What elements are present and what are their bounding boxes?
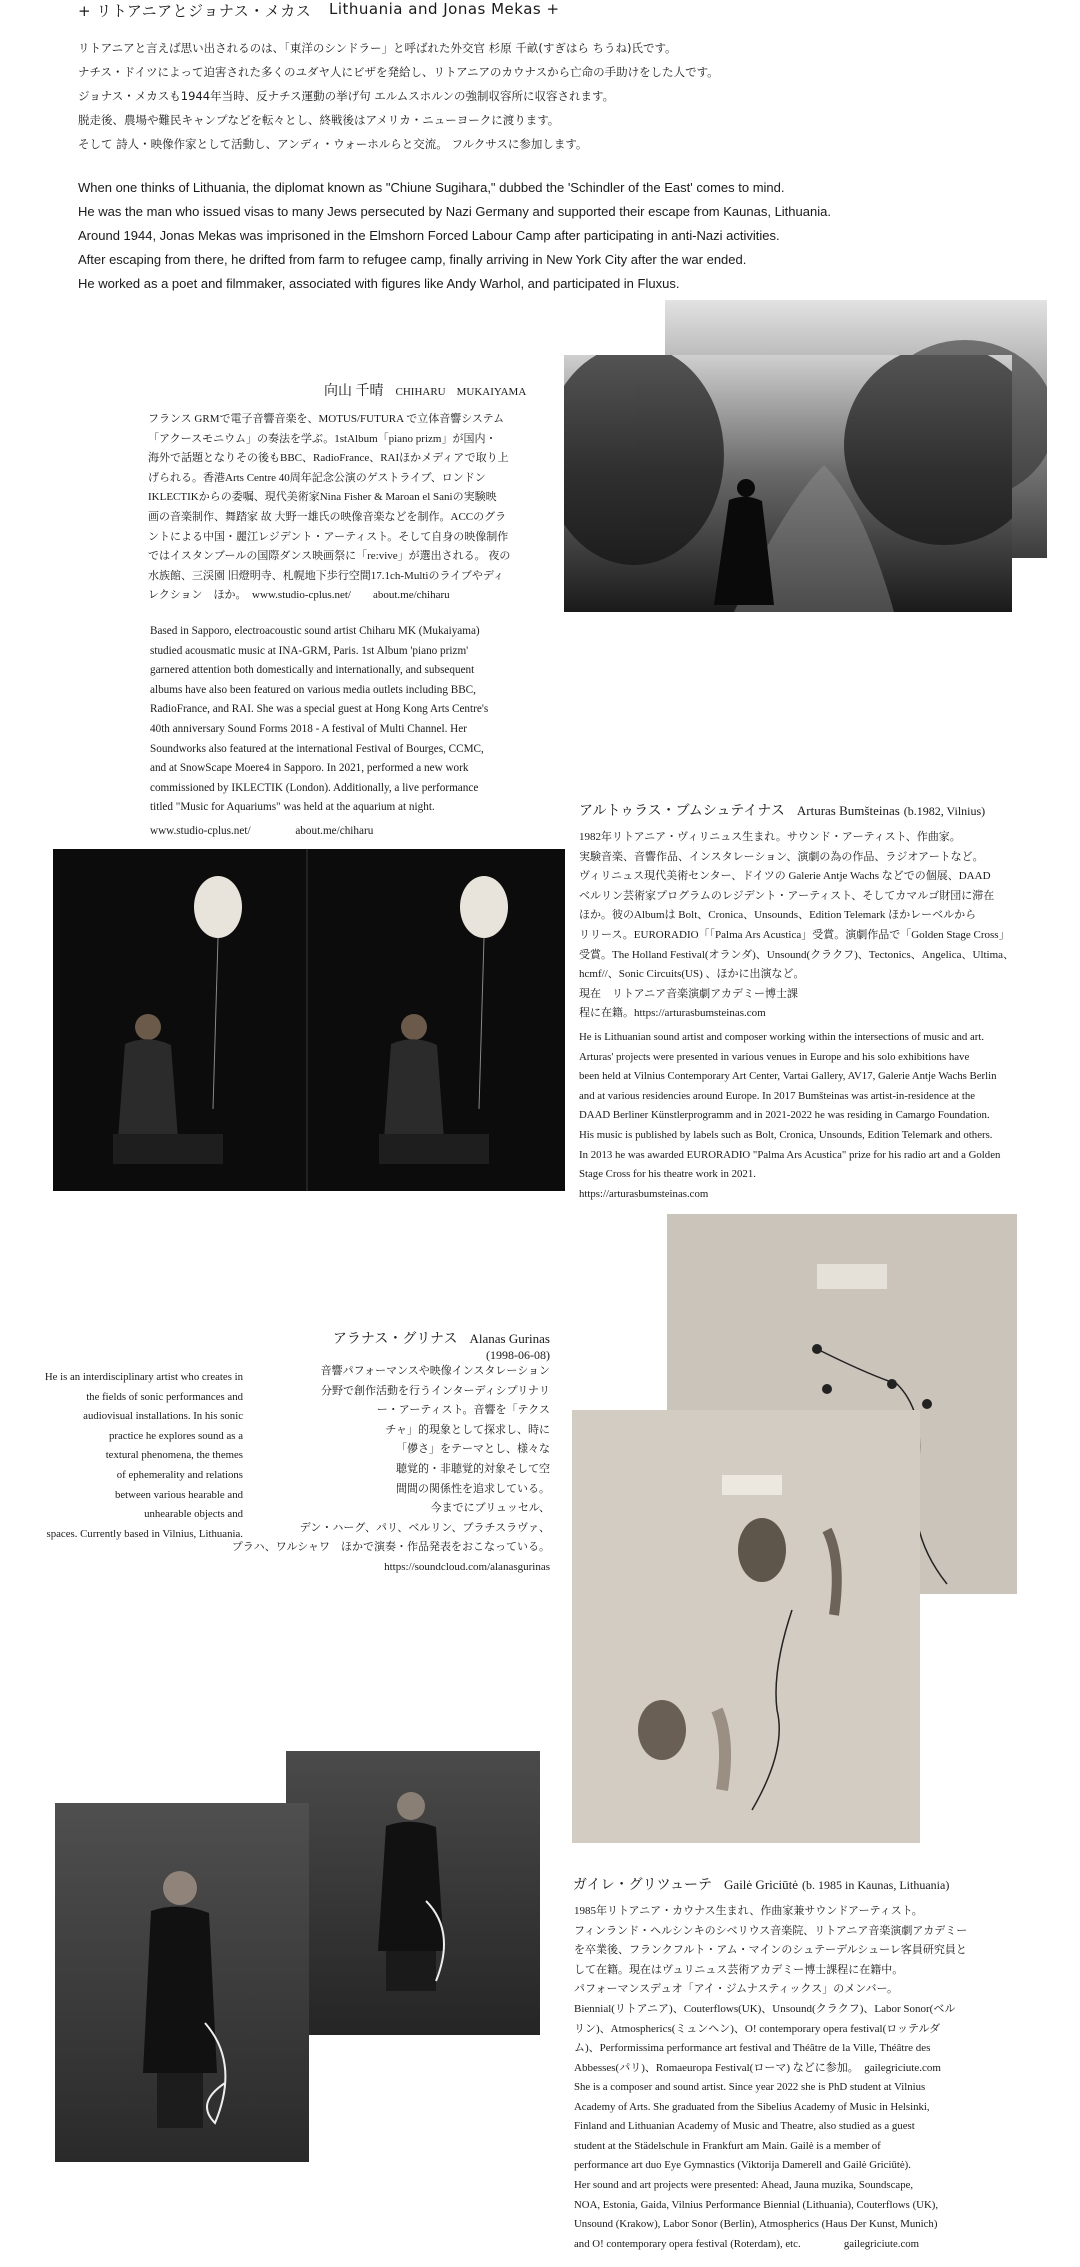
bio-line: 40th anniversary Sound Forms 2018 - A festival of Multi Channel. Her xyxy=(150,722,467,735)
alanas-link[interactable]: https://soundcloud.com/alanasgurinas xyxy=(384,1560,550,1573)
bio-line: フランス GRMで電子音響音楽を、MOTUS/FUTURA で立体音響システム xyxy=(148,413,505,425)
intro-en-line: When one thinks of Lithuania, the diplomat known as "Chiune Sugihara," dubbed the 'Schindler of the East' comes to mind. xyxy=(78,180,785,195)
bio-line: ではイスタンブールの国際ダンス映画祭に「re:vive」が選出される。 夜の xyxy=(148,550,511,563)
bio-line: パフォーマンスデュオ「アイ・ジムナスティックス」のメンバー。 xyxy=(574,1983,899,1996)
bio-line: 程に在籍。https://arturasbumsteinas.com xyxy=(579,1007,766,1020)
bio-line: hcmf//、Sonic Circuits(US) 、ほかに出演など。 xyxy=(579,968,805,981)
bio-line: studied acousmatic music at INA-GRM, Paris. 1st Album 'piano prizm' xyxy=(150,644,469,657)
bio-line: リン)、Atmospherics(ミュンヘン)、O! contemporary opera festival(ロッテルダ xyxy=(574,2022,941,2035)
bio-line: Arturas' projects were presented in various venues in Europe and his solo exhibitions have xyxy=(579,1050,970,1063)
bio-line: レクション ほか。 www.studio-cplus.net/ about.me/chiharu xyxy=(148,589,450,602)
bio-line: Abbesses(パリ)、Romaeuropa Festival(ローマ) などに参加。 gailegriciute.com xyxy=(574,2061,941,2074)
alanas-bio-jp xyxy=(230,1362,550,1578)
bio-line: ヴィリニュス現代美術センター、ドイツの Galerie Antje Wachs などでの個展、DAAD xyxy=(579,870,991,883)
bio-line: して在籍。現在はヴュリニュス芸術アカデミー博士課程に在籍中。 xyxy=(574,1963,904,1976)
alanas-name-jp: アラナス・グリナス xyxy=(332,1332,458,1347)
bio-line: NOA, Estonia, Gaida, Vilnius Performance Biennial (Lithuania), Couterflows (UK), xyxy=(574,2198,939,2211)
bio-line: 間間の関係性を追求している。 xyxy=(396,1482,550,1495)
bio-line: titled "Music for Aquariums" was held at the aquarium at night. xyxy=(150,801,435,814)
performer-photo-front xyxy=(55,1803,309,2162)
bio-line: albums have also been featured on various media outlets including BBC, xyxy=(150,683,476,696)
arturas-bio-jp xyxy=(579,828,1079,1024)
bio-line: 「アクースモニウム」の奏法を学ぶ。1stAlbum「piano prizm」が国内・ xyxy=(148,432,497,445)
bio-line: garnered attention both domestically and internationally, and subsequent xyxy=(150,664,475,677)
bio-line: In 2013 he was awarded EURORADIO "Palma Ars Acustica" prize for his radio art and a Golden xyxy=(579,1148,1001,1161)
bio-line: 水族館、三渓園 旧燈明寺、札幌地下歩行空間17.1ch-Multiのライブやディ xyxy=(148,569,504,582)
arturas-name-en: Arturas Bumšteinas xyxy=(796,803,900,818)
bio-line: Based in Sapporo, electroacoustic sound artist Chiharu MK (Mukaiyama) xyxy=(150,625,480,637)
bio-line: 海外で話題となりその後もBBC、RadioFrance、RAIほかメディアで取り上 xyxy=(148,452,509,465)
bio-line: and at SnowScape Moere4 in Sapporo. In 2021, performed a new work xyxy=(150,762,469,775)
bio-line: unhearable objects and xyxy=(144,1508,243,1521)
bio-line: 実験音楽、音響作品、インスタレーション、演劇の為の作品、ラジオアートなど。 xyxy=(579,850,984,863)
chiharu-bio-en xyxy=(150,622,560,842)
bio-line: spaces. Currently based in Vilnius, Lithuania. xyxy=(46,1527,243,1540)
forest-photo-front xyxy=(564,355,1012,612)
intro-en-line: Around 1944, Jonas Mekas was imprisoned in the Elmshorn Forced Labour Camp after participating in anti-Nazi activities. xyxy=(78,228,780,243)
bio-line: を卒業後、フランクフルト・アム・マインのシュテーデルシューレ客員研究員と xyxy=(574,1944,967,1957)
bio-line: student at the Städelschule in Frankfurt am Main. Gailė is a member of xyxy=(574,2139,881,2152)
bio-line: been held at Vilnius Contemporary Art Center, Vartai Gallery, AV17, Galerie Antje Wachs Berlin xyxy=(579,1070,997,1083)
bio-line: between various hearable and xyxy=(114,1488,243,1501)
bio-line: commissioned by IKLECTIK (London). Additionally, a live performance xyxy=(150,781,479,794)
intro-jp-line: そして 詩人・映像作家として活動し、アンディ・ウォーホルらと交流。 フルクサスに参加します。 xyxy=(78,137,588,151)
chiharu-name-row xyxy=(324,380,526,400)
bio-line: ほか。彼のAlbumは Bolt、Cronica、Unsounds、Edition Telemark ほかレーベルから xyxy=(579,909,977,922)
bio-line: ントによる中国・麗江レジデント・アーティスト。そして自身の映像制作 xyxy=(148,530,509,543)
bio-line: 分野で創作活動を行うインターディシプリナリ xyxy=(320,1384,550,1397)
bio-line: ー・アーティスト。音響を「テクス xyxy=(376,1404,550,1417)
bio-line: Stage Cross for his theatre work in 2021. xyxy=(579,1168,756,1181)
arturas-name-row xyxy=(579,800,985,820)
bio-line: 受賞。The Holland Festival(オランダ)、Unsound(クラクフ)、Tectonics、Angelica、Ultima、 xyxy=(579,948,1015,961)
bio-line: 聴覚的・非聴覚的対象そして空 xyxy=(396,1462,550,1475)
bio-line: and at various residencies around Europe. In 2017 Bumšteinas was artist-in-residence at the xyxy=(579,1089,976,1102)
bio-line: practice he explores sound as a xyxy=(108,1429,243,1442)
alanas-bio-en xyxy=(0,1368,243,1544)
bio-line: performance art duo Eye Gymnastics (Viktorija Damerell and Gailė Griciūtė). xyxy=(574,2159,911,2172)
bio-line: 音響パフォーマンスや映像インスタレーション xyxy=(320,1365,550,1377)
bio-line: 画の音楽制作、舞踏家 故 大野一雄氏の映像音楽などを制作。ACCのグラ xyxy=(148,510,507,523)
intro-en-line: He worked as a poet and filmmaker, associated with figures like Andy Warhol, and participated in Fluxus. xyxy=(78,276,680,291)
intro-en xyxy=(78,176,978,296)
gaile-name-en: Gailė Griciūtė xyxy=(724,1877,799,1892)
performer-photo-back xyxy=(286,1751,540,2035)
gaile-bio-en xyxy=(574,2078,1074,2254)
gaile-name-row xyxy=(573,1874,949,1894)
header-title-jp: + リトアニアとジョナス・メカス xyxy=(78,2,312,20)
bio-line: Soundworks also featured at the international Festival of Bourges, CCMC, xyxy=(150,742,484,755)
intro-jp-line: 脱走後、農場や難民キャンプなどを転々とし、終戦後はアメリカ・ニューヨークに渡ります。 xyxy=(78,113,560,127)
bio-line: 今までにブリュッセル、 xyxy=(430,1502,550,1515)
bio-line: デン・ハーグ、パリ、ベルリン、ブラチスラヴァ、 xyxy=(299,1521,550,1534)
bio-line: チャ」的現象として探求し、時に xyxy=(385,1423,550,1436)
bio-line: textural phenomena, the themes xyxy=(105,1449,243,1462)
bio-line: Biennial(リトアニア)、Couterflows(UK)、Unsound(クラクフ)、Labor Sonor(ベル xyxy=(574,2002,956,2015)
arturas-name-note: (b.1982, Vilnius) xyxy=(903,804,986,818)
intro-jp-line: ナチス・ドイツによって迫害された多くのユダヤ人にビザを発給し、リトアニアのカウナスから亡命の手助けをした人です。 xyxy=(78,65,719,79)
chiharu-bio-jp xyxy=(148,410,558,606)
bio-line: プラハ、ワルシャワ ほかで演奏・作品発表をおこなっている。 xyxy=(231,1541,550,1554)
bio-line: IKLECTIKからの委嘱、現代美術家Nina Fisher & Maroan el Saniの実験映 xyxy=(148,491,497,504)
chiharu-name-en: CHIHARU MUKAIYAMA xyxy=(395,386,527,398)
stones-photo-front xyxy=(572,1410,920,1843)
bio-line: フィンランド・ヘルシンキのシベリウス音楽院、リトアニア音楽演劇アカデミー xyxy=(574,1924,968,1937)
alanas-name-en: Alanas Gurinas xyxy=(469,1331,550,1346)
bio-line: She is a composer and sound artist. Since year 2022 she is PhD student at Vilnius xyxy=(574,2081,926,2093)
bio-line: ベルリン芸術家プログラムのレジデント・アーティスト、そしてカマルゴ財団に滞在 xyxy=(579,889,995,902)
chiharu-links[interactable]: www.studio-cplus.net/ about.me/chiharu xyxy=(150,824,374,837)
bio-line: of ephemerality and relations xyxy=(116,1468,243,1481)
balloon-photo xyxy=(53,849,565,1191)
bio-line: Academy of Arts. She graduated from the Sibelius Academy of Music in Helsinki, xyxy=(574,2100,930,2113)
bio-line: and O! contemporary opera festival (Roterdam), etc. gailegriciute.com xyxy=(574,2237,920,2250)
bio-line: げられる。香港Arts Centre 40周年記念公演のゲストライブ、ロンドン xyxy=(148,471,486,484)
bio-line: His music is published by labels such as Bolt, Cronica, Unsounds, Edition Telemark and others. xyxy=(579,1128,993,1141)
bio-line: Unsound (Krakow), Labor Sonor (Berlin), Atmospherics (Haus Der Kunst, Munich) xyxy=(574,2218,938,2231)
bio-line: audiovisual installations. In his sonic xyxy=(83,1410,243,1423)
gaile-name-jp: ガイレ・グリツューテ xyxy=(573,1878,713,1893)
bio-line: リリース。EURORADIO「「Palma Ars Acustica」受賞。演劇作品で「Golden Stage Cross」 xyxy=(579,928,1010,941)
alanas-name-row xyxy=(260,1328,550,1363)
bio-line: 1982年リトアニア・ヴィリニュス生まれ。サウンド・アーティスト、作曲家。 xyxy=(579,831,961,843)
intro-en-line: He was the man who issued visas to many Jews persecuted by Nazi Germany and supported their escape from Kaunas, Lithuania. xyxy=(78,204,831,219)
header-title-en: Lithuania and Jonas Mekas + xyxy=(329,0,560,18)
chiharu-name-jp: 向山 千晴 xyxy=(324,384,384,399)
arturas-bio-en xyxy=(579,1028,1079,1204)
arturas-link[interactable]: https://arturasbumsteinas.com xyxy=(579,1187,709,1200)
bio-line: 現在 リトアニア音楽演劇アカデミー博士課 xyxy=(579,987,799,1000)
bio-line: ム)、Performissima performance art festival and Théâtre de la Ville, Théâtre des xyxy=(574,2042,931,2055)
intro-jp-line: ジョナス・メカスも1944年当時、反ナチス運動の挙げ句 エルムスホルンの強制収容所に収容されます。 xyxy=(78,89,615,103)
intro-jp-line: リトアニアと言えば思い出されるのは、「東洋のシンドラー」と呼ばれた外交官 杉原 千畝(すぎはら ちうね)氏です。 xyxy=(78,41,677,55)
bio-line: DAAD Berliner Künstlerprogramm and in 2021-2022 he was residing in Camargo Foundation. xyxy=(579,1109,990,1122)
bio-line: RadioFrance, and RAI. She was a special guest at Hong Kong Arts Centre's xyxy=(150,703,489,716)
gaile-bio-jp xyxy=(574,1902,1074,2078)
bio-line: 1985年リトアニア・カウナス生まれ、作曲家兼サウンドアーティスト。 xyxy=(574,1905,923,1917)
bio-line: the fields of sonic performances and xyxy=(86,1390,243,1403)
bio-line: He is Lithuanian sound artist and composer working within the intersections of music and art. xyxy=(579,1031,985,1043)
gaile-name-note: (b. 1985 in Kaunas, Lithuania) xyxy=(802,1878,950,1892)
intro-jp xyxy=(78,36,978,156)
bio-line: He is an interdisciplinary artist who creates in xyxy=(44,1371,243,1383)
arturas-name-jp: アルトゥラス・ブムシュテイナス xyxy=(579,804,785,819)
intro-en-line: After escaping from there, he drifted from farm to refugee camp, finally arriving in New York City after the war ended. xyxy=(78,252,747,267)
bio-line: 「儚さ」をテーマとし、様々な xyxy=(396,1443,550,1456)
alanas-name-note: (1998-06-08) xyxy=(486,1348,550,1362)
bio-line: Her sound and art projects were presented: Ahead, Jauna muzika, Soundscape, xyxy=(574,2178,914,2191)
bio-line: Finland and Lithuanian Academy of Music and Theatre, also studied as a guest xyxy=(574,2120,915,2133)
